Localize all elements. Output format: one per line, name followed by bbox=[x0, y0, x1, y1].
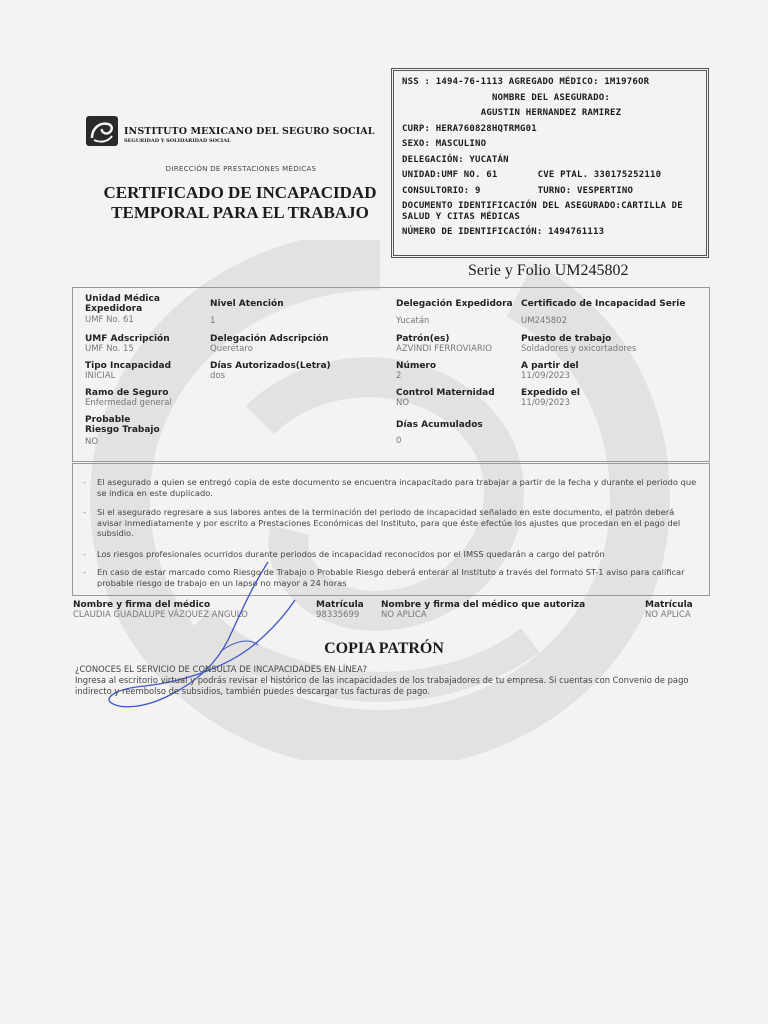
delegacion-expedidora-cell bbox=[396, 299, 516, 327]
field-label: Puesto de trabajo bbox=[521, 334, 612, 344]
field-label: Tipo Incapacidad bbox=[85, 361, 172, 371]
sexo-line: SEXO: MASCULINO bbox=[402, 139, 487, 149]
unidad-row bbox=[402, 168, 700, 184]
field-value: NO bbox=[396, 398, 410, 408]
medico-firma bbox=[73, 600, 313, 621]
field-value: NO APLICA bbox=[645, 610, 691, 620]
field-value: 11/09/2023 bbox=[521, 398, 570, 408]
turno-line: TURNO: VESPERTINO bbox=[537, 185, 634, 196]
umf-adscripcion-cell bbox=[85, 334, 205, 355]
field-label: Matrícula bbox=[645, 600, 693, 610]
tipo-incapacidad-cell bbox=[85, 361, 205, 382]
cert-serie-cell bbox=[521, 299, 706, 327]
note-dash: - bbox=[83, 567, 86, 577]
field-label: Número bbox=[396, 361, 437, 371]
consultorio-row bbox=[402, 184, 700, 200]
notes-box bbox=[72, 463, 710, 596]
field-label: Delegación Expedidora bbox=[396, 299, 513, 309]
matricula-medico bbox=[316, 600, 376, 621]
field-value: NO APLICA bbox=[381, 610, 427, 620]
direccion-prestaciones: DIRECCIÓN DE PRESTACIONES MÉDICAS bbox=[165, 165, 317, 173]
cve-ptal-line: CVE PTAL. 330175252110 bbox=[537, 170, 662, 180]
field-label: A partir del bbox=[521, 361, 579, 371]
field-value: CLAUDIA GUADALUPE VÁZQUEZ ANGULO bbox=[73, 610, 248, 620]
note-item bbox=[83, 567, 697, 588]
field-value: NO bbox=[85, 437, 99, 447]
a-partir-cell bbox=[521, 361, 706, 382]
nivel-cell bbox=[210, 299, 380, 327]
certificate-title bbox=[90, 183, 390, 223]
numero-id-line: NÚMERO DE IDENTIFICACIÓN: 1494761113 bbox=[402, 227, 605, 237]
info-question: ¿CONOCES EL SERVICIO DE CONSULTA DE INCAPACIDADES EN LÍNEA? bbox=[75, 664, 368, 674]
puesto-cell bbox=[521, 334, 706, 355]
field-label: Ramo de Seguro bbox=[85, 388, 169, 398]
copia-patron-title: COPIA PATRÓN bbox=[324, 640, 444, 657]
field-label: UMF Adscripción bbox=[85, 334, 170, 344]
probable-riesgo-cell bbox=[85, 415, 165, 448]
field-label: Expedido el bbox=[521, 388, 580, 398]
control-maternidad-cell bbox=[396, 388, 516, 409]
field-value: Querétaro bbox=[210, 344, 253, 354]
note-text: Si el asegurado regresare a sus labores antes de la terminación del periodo de incapacidad señalado en este documento, el patrón deberá avisar inmediatamente y por escrito a Prestaciones Económicas del Instituto, para que éste efectúe los ajustes que procedan en el pago del subsidio. bbox=[97, 507, 681, 538]
note-item bbox=[83, 507, 697, 539]
field-value: Soldadores y oxicortadores bbox=[521, 344, 637, 354]
note-dash: - bbox=[83, 549, 86, 559]
field-label: Probable Riesgo Trabajo bbox=[85, 415, 160, 435]
consultorio-line: CONSULTORIO: 9 bbox=[402, 185, 481, 196]
nombre-asegurado: AGUSTIN HERNANDEZ RAMIREZ bbox=[480, 108, 622, 118]
unidad-line: UNIDAD:UMF NO. 61 bbox=[402, 170, 498, 180]
field-label: Unidad Médica Expedidora bbox=[85, 294, 160, 314]
curp-line: CURP: HERA760828HQTRMG01 bbox=[402, 123, 537, 134]
field-value: 1 bbox=[210, 316, 216, 326]
field-label: Días Acumulados bbox=[396, 420, 483, 430]
field-label: Delegación Adscripción bbox=[210, 334, 329, 344]
note-text: Los riesgos profesionales ocurridos durante periodos de incapacidad reconocidos por el IMSS quedarán a cargo del patrón bbox=[97, 549, 605, 559]
note-dash: - bbox=[83, 477, 86, 487]
delegacion-adscripcion-cell bbox=[210, 334, 390, 355]
title-line-1: CERTIFICADO DE INCAPACIDAD bbox=[103, 183, 377, 202]
medico-autoriza bbox=[381, 600, 611, 621]
field-value: UMF No. 61 bbox=[85, 315, 134, 325]
info-text: Ingresa al escritorio virtual y podrás revisar el histórico de las incapacidades de los trabajadores de tu empresa. Si cuentas con Convenio de pago indirecto y reembolso de subsidios, también puedes descargar tus facturas de pago. bbox=[75, 674, 689, 696]
dias-autorizados-cell bbox=[210, 361, 390, 382]
institution-name: INSTITUTO MEXICANO DEL SEGURO SOCIAL bbox=[124, 126, 375, 137]
note-text: En caso de estar marcado como Riesgo de Trabajo o Probable Riesgo deberá enterar al Instituto a través del formato ST-1 aviso para calificar probable riesgo de trabajo en un lapso no mayor a 24 horas bbox=[97, 567, 685, 588]
documento-line: DOCUMENTO IDENTIFICACIÓN DEL ASEGURADO:CARTILLA DE SALUD Y CITAS MÉDICAS bbox=[402, 201, 683, 222]
note-text: El asegurado a quien se entregó copia de este documento se encuentra incapacitado para trabajar a partir de la fecha y durante el periodo que se indica en este duplicado. bbox=[97, 477, 697, 498]
serie-folio: Serie y Folio UM245802 bbox=[468, 262, 629, 279]
field-value: INICIAL bbox=[85, 371, 116, 381]
expedido-cell bbox=[521, 388, 706, 409]
field-value: AZVINDI FERROVIARIO bbox=[396, 344, 492, 354]
numero-cell bbox=[396, 361, 516, 382]
note-dash: - bbox=[83, 507, 86, 517]
field-value: 98335699 bbox=[316, 610, 360, 620]
field-value: UM245802 bbox=[521, 316, 568, 326]
institution-motto: SEGURIDAD Y SOLIDARIDAD SOCIAL bbox=[124, 138, 231, 144]
field-value: 0 bbox=[396, 436, 402, 446]
field-label: Matrícula bbox=[316, 600, 364, 610]
imss-logo-icon bbox=[86, 116, 118, 150]
note-item bbox=[83, 549, 697, 560]
field-label: Patrón(es) bbox=[396, 334, 450, 344]
field-label: Nivel Atención bbox=[210, 299, 284, 309]
field-value: 2 bbox=[396, 371, 402, 381]
matricula-autoriza bbox=[645, 600, 709, 621]
field-label: Días Autorizados(Letra) bbox=[210, 361, 331, 371]
institution-name-block bbox=[124, 126, 375, 144]
consulta-info bbox=[75, 664, 705, 696]
patron-cell bbox=[396, 334, 516, 355]
field-label: Nombre y firma del médico bbox=[73, 600, 211, 610]
delegacion-line: DELEGACIÓN: YUCATÁN bbox=[402, 154, 509, 165]
field-label: Nombre y firma del médico que autoriza bbox=[381, 600, 586, 610]
field-value: UMF No. 15 bbox=[85, 344, 134, 354]
ramo-seguro-cell bbox=[85, 388, 205, 409]
nombre-label: NOMBRE DEL ASEGURADO: bbox=[492, 92, 610, 103]
field-value: Enfermedad general bbox=[85, 398, 172, 408]
field-label: Control Maternidad bbox=[396, 388, 495, 398]
field-value: Yucatán bbox=[396, 316, 430, 326]
title-line-2: TEMPORAL PARA EL TRABAJO bbox=[111, 203, 369, 222]
nss-line: NSS : 1494-76-1113 AGREGADO MÉDICO: 1M1976OR bbox=[402, 77, 650, 87]
unidad-medica-cell bbox=[85, 294, 195, 326]
field-value: dos bbox=[210, 371, 226, 381]
field-value: 11/09/2023 bbox=[521, 371, 570, 381]
field-label: Certificado de Incapacidad Serie bbox=[521, 299, 686, 309]
certificate-details-table bbox=[72, 287, 710, 462]
asegurado-box bbox=[391, 68, 709, 258]
dias-acumulados-cell bbox=[396, 420, 516, 447]
note-item bbox=[83, 477, 697, 498]
